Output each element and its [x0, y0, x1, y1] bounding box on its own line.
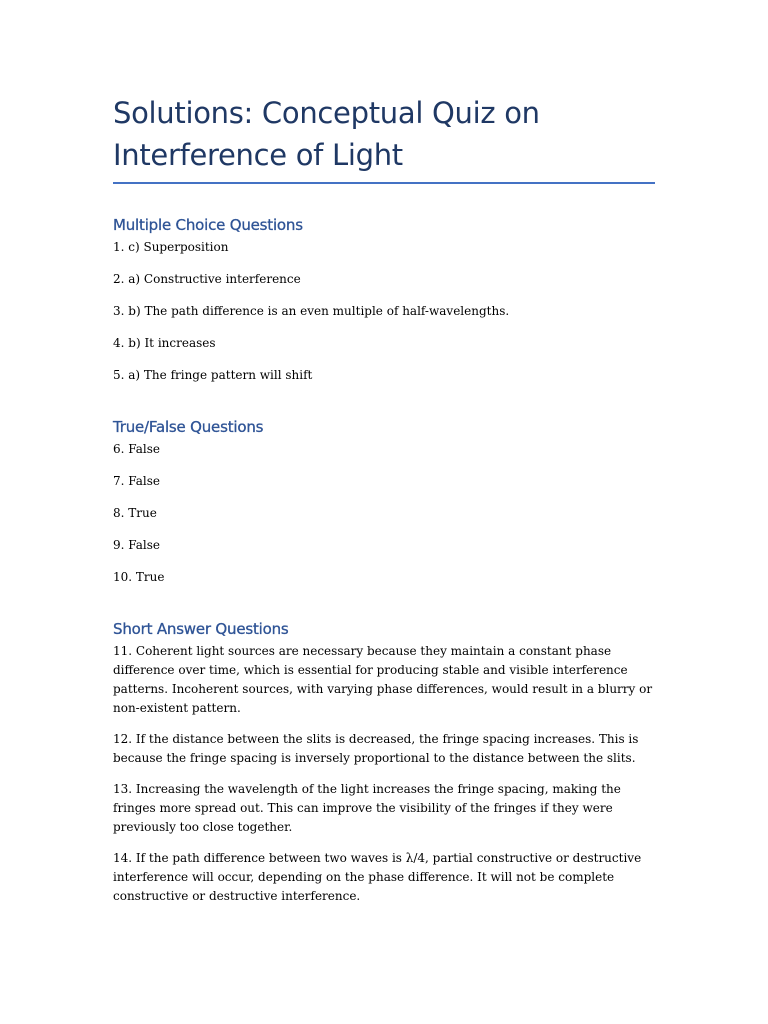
section-heading-true-false: True/False Questions: [113, 418, 264, 436]
true-false-answer-list: [113, 440, 655, 587]
section-heading-multiple-choice: Multiple Choice Questions: [113, 216, 303, 234]
answer-13: 13. Increasing the wavelength of the light increases the fringe spacing, making the fringes more spread out. This can improve the visibility of the fringes if they were previously too close together.: [113, 782, 621, 834]
answer-4: 4. b) It increases: [113, 336, 216, 350]
answer-11: 11. Coherent light sources are necessary because they maintain a constant phase difference over time, which is essential for producing stable and visible interference patterns. Incoherent sources, with varying phase differences, would result in a blurry or non-existent pattern.: [113, 644, 653, 715]
answer-14: 14. If the path difference between two waves is λ/4, partial constructive or destructive interference will occur, depending on the phase difference. It will not be complete constructive or destructive interference.: [113, 851, 642, 903]
answer-10: 10. True: [113, 570, 165, 584]
answer-8: 8. True: [113, 506, 157, 520]
short-answer-list: [113, 642, 655, 906]
answer-7: 7. False: [113, 474, 161, 488]
document-page: [113, 92, 655, 906]
answer-12: 12. If the distance between the slits is decreased, the fringe spacing increases. This is because the fringe spacing is inversely proportional to the distance between the slits.: [113, 732, 639, 765]
answer-1: 1. c) Superposition: [113, 240, 229, 254]
page-title: Solutions: Conceptual Quiz on Interference of Light: [113, 96, 540, 172]
answer-6: 6. False: [113, 442, 161, 456]
section-heading-short-answer: Short Answer Questions: [113, 620, 289, 638]
answer-5: 5. a) The fringe pattern will shift: [113, 368, 313, 382]
multiple-choice-answer-list: [113, 238, 655, 385]
title-underline: [113, 182, 655, 184]
answer-9: 9. False: [113, 538, 161, 552]
answer-2: 2. a) Constructive interference: [113, 272, 301, 286]
answer-3: 3. b) The path difference is an even multiple of half-wavelengths.: [113, 304, 510, 318]
